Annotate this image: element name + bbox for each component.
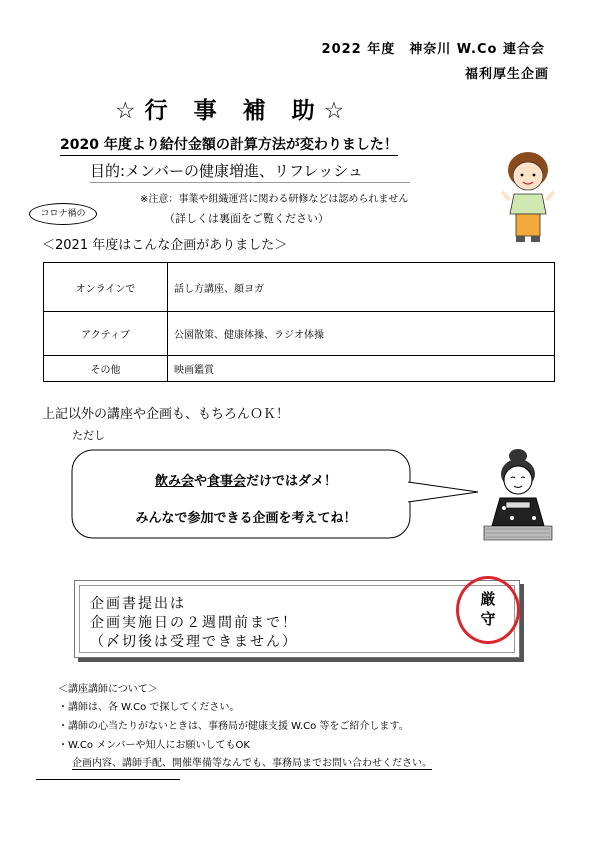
speech-word-drinking: 飲み会 (154, 474, 194, 489)
table-cell-category: その他 (44, 356, 168, 382)
table-row (44, 312, 555, 356)
table-cell-items: 映画鑑賞 (168, 356, 555, 382)
table-cell-category: アクティブ (44, 312, 168, 356)
change-notice: 2020 年度より給付金額の計算方法が変わりました！ (60, 134, 398, 156)
table-cell-category: オンラインで (44, 263, 168, 312)
corona-badge: コロナ禍の (29, 203, 97, 225)
purpose-text: :メンバーの健康増進、リフレッシュ (120, 162, 363, 180)
footnote-rule (36, 779, 180, 780)
speech-line-2: みんなで参加できる企画を考えてね！ (135, 511, 357, 526)
lecturer-contact-note: 企画内容、講師手配、開催準備等なんでも、事務局までお問い合わせください。 (72, 754, 432, 770)
note-line-2: （詳しくは裏面をご覧ください） (164, 212, 329, 225)
speech-bubble-tail-icon (408, 478, 480, 508)
purpose-divider (90, 182, 410, 183)
purpose-label: 目的 (90, 162, 121, 180)
purpose (90, 160, 363, 181)
table-cell-items: 話し方講座、顔ヨガ (168, 263, 555, 312)
deadline-line-1: 企画書提出は (90, 596, 186, 612)
lecturer-item: ・講師は、各 W.Co で探してください。 (58, 702, 240, 713)
header-org: 2022 年度 神奈川 W.Co 連合会 (321, 42, 545, 57)
stamp-char-1: 厳 (480, 590, 496, 608)
events-table (43, 262, 555, 382)
deadline-line-3: （〆切後は受理できません） (90, 634, 298, 650)
strict-stamp (456, 576, 520, 644)
kneeling-woman-illustration-icon (482, 448, 554, 544)
header-program: 福利厚生企画 (464, 67, 549, 82)
other-plans-text: 上記以外の講座や企画も、もちろんＯＫ！ (42, 407, 290, 422)
examples-heading: ＜2021 年度はこんな企画がありました＞ (42, 238, 288, 253)
speech-particle: や (193, 474, 207, 489)
lecturer-item: ・講師の心当たりがないときは、事務局が健康支援 W.Co 等をご紹介します。 (58, 721, 409, 732)
woman-illustration-icon (496, 148, 560, 244)
table-row (44, 356, 555, 382)
page-title: ☆行 事 補 助☆ (115, 98, 354, 124)
lecturer-item: ・W.Co メンバーや知人にお願いしてもOK (58, 740, 250, 751)
however-text: ただし (72, 429, 105, 442)
table-row (44, 263, 555, 312)
deadline-line-2: 企画実施日の２週間前まで！ (90, 615, 298, 631)
speech-word-dining: 食事会 (207, 474, 247, 489)
speech-line-1-end: だけではダメ！ (246, 474, 338, 489)
lecturer-heading: ＜講座講師について＞ (58, 684, 158, 695)
note-line-1: ※注意：事業や組織運営に関わる研修などは認められません (140, 194, 409, 205)
stamp-char-2: 守 (480, 610, 496, 628)
speech-line-1 (96, 470, 396, 489)
table-cell-items: 公園散策、健康体操、ラジオ体操 (168, 312, 555, 356)
